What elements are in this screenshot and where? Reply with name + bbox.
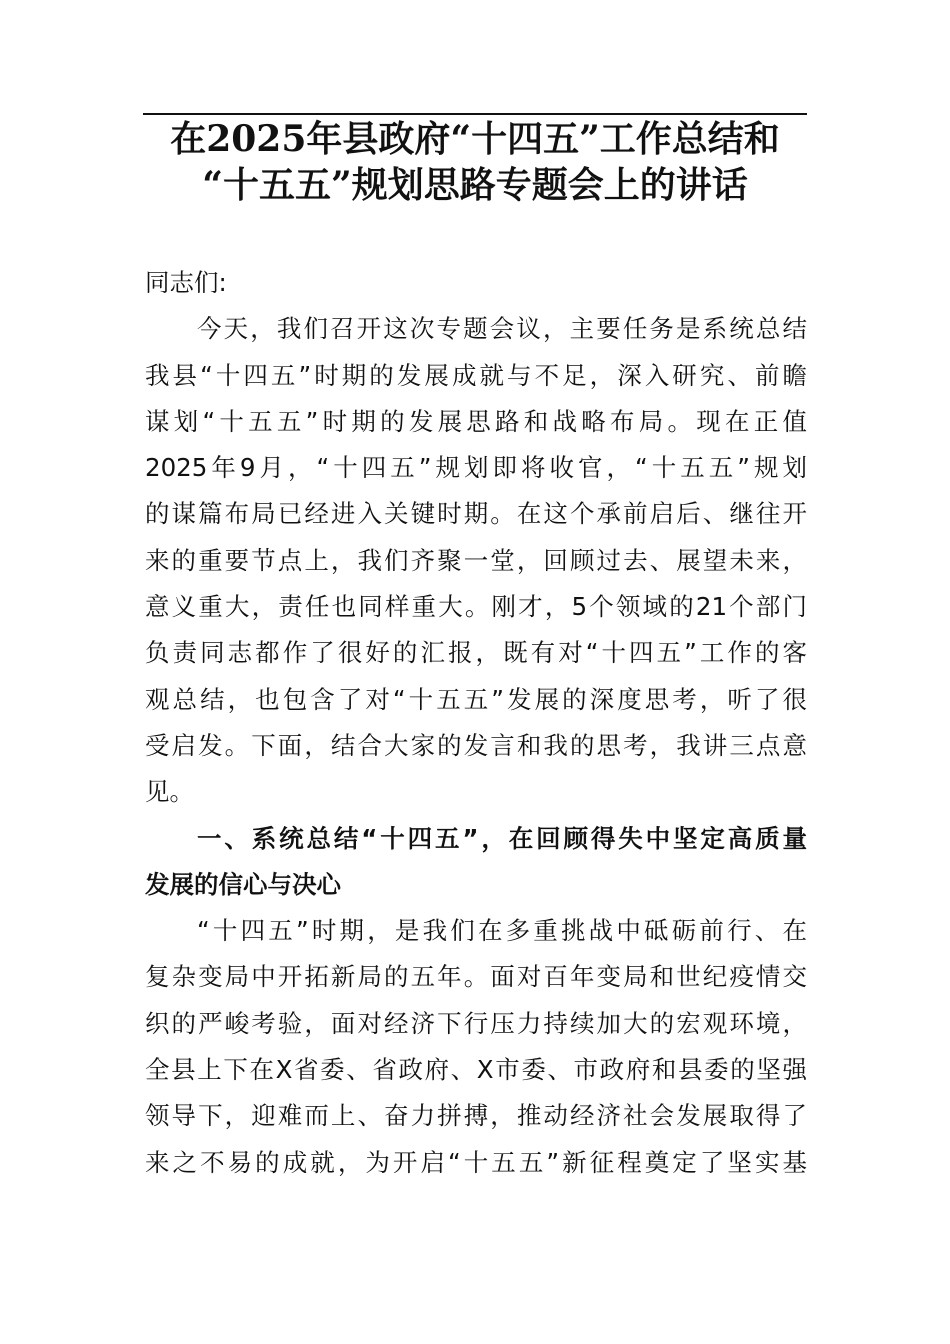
paragraph-line: 我县“十四五”时期的发展成就与不足，深入研究、前瞻	[145, 360, 807, 390]
paragraph-line: 观总结，也包含了对“十五五”发展的深度思考，听了很	[145, 684, 807, 714]
paragraph-section-1	[145, 908, 807, 1186]
paragraph-line: “十四五”时期，是我们在多重挑战中砥砺前行、在	[197, 916, 807, 946]
title-line-1: 在2025年县政府“十四五”工作总结和	[170, 118, 780, 160]
paragraph-line: 2025年9月，“十四五”规划即将收官，“十五五”规划	[145, 453, 807, 483]
title-line-2: “十五五”规划思路专题会上的讲话	[202, 164, 748, 206]
heading-line: 发展的信心与决心	[145, 869, 341, 899]
paragraph-line: 意义重大，责任也同样重大。刚才，5个领域的21个部门	[145, 592, 807, 622]
paragraph-line: 复杂变局中开拓新局的五年。面对百年变局和世纪疫情交	[145, 962, 807, 992]
paragraph-line: 谋划“十五五”时期的发展思路和战略布局。现在正值	[145, 406, 807, 436]
paragraph-line: 来之不易的成就，为开启“十五五”新征程奠定了坚实基	[145, 1147, 807, 1177]
paragraph-line: 见。	[145, 777, 194, 807]
heading-line: 一、系统总结“十四五”，在回顾得失中坚定高质量	[197, 823, 807, 853]
paragraph-line: 今天，我们召开这次专题会议，主要任务是系统总结	[197, 314, 807, 344]
header-rule	[143, 113, 807, 115]
paragraph-line: 来的重要节点上，我们齐聚一堂，回顾过去、展望未来，	[145, 545, 807, 575]
document-body	[145, 260, 807, 1186]
paragraph-line: 负责同志都作了很好的汇报，既有对“十四五”工作的客	[145, 638, 807, 668]
paragraph-line: 领导下，迎难而上、奋力拼搏，推动经济社会发展取得了	[145, 1101, 807, 1131]
paragraph-intro	[145, 306, 807, 815]
paragraph-line: 全县上下在X省委、省政府、X市委、市政府和县委的坚强	[145, 1055, 807, 1085]
document-title	[143, 116, 807, 208]
paragraph-line: 的谋篇布局已经进入关键时期。在这个承前启后、继往开	[145, 499, 807, 529]
salutation: 同志们:	[145, 268, 227, 297]
paragraph-line: 织的严峻考验，面对经济下行压力持续加大的宏观环境，	[145, 1008, 807, 1038]
section-heading-1	[145, 816, 807, 909]
paragraph-line: 受启发。下面，结合大家的发言和我的思考，我讲三点意	[145, 730, 807, 760]
